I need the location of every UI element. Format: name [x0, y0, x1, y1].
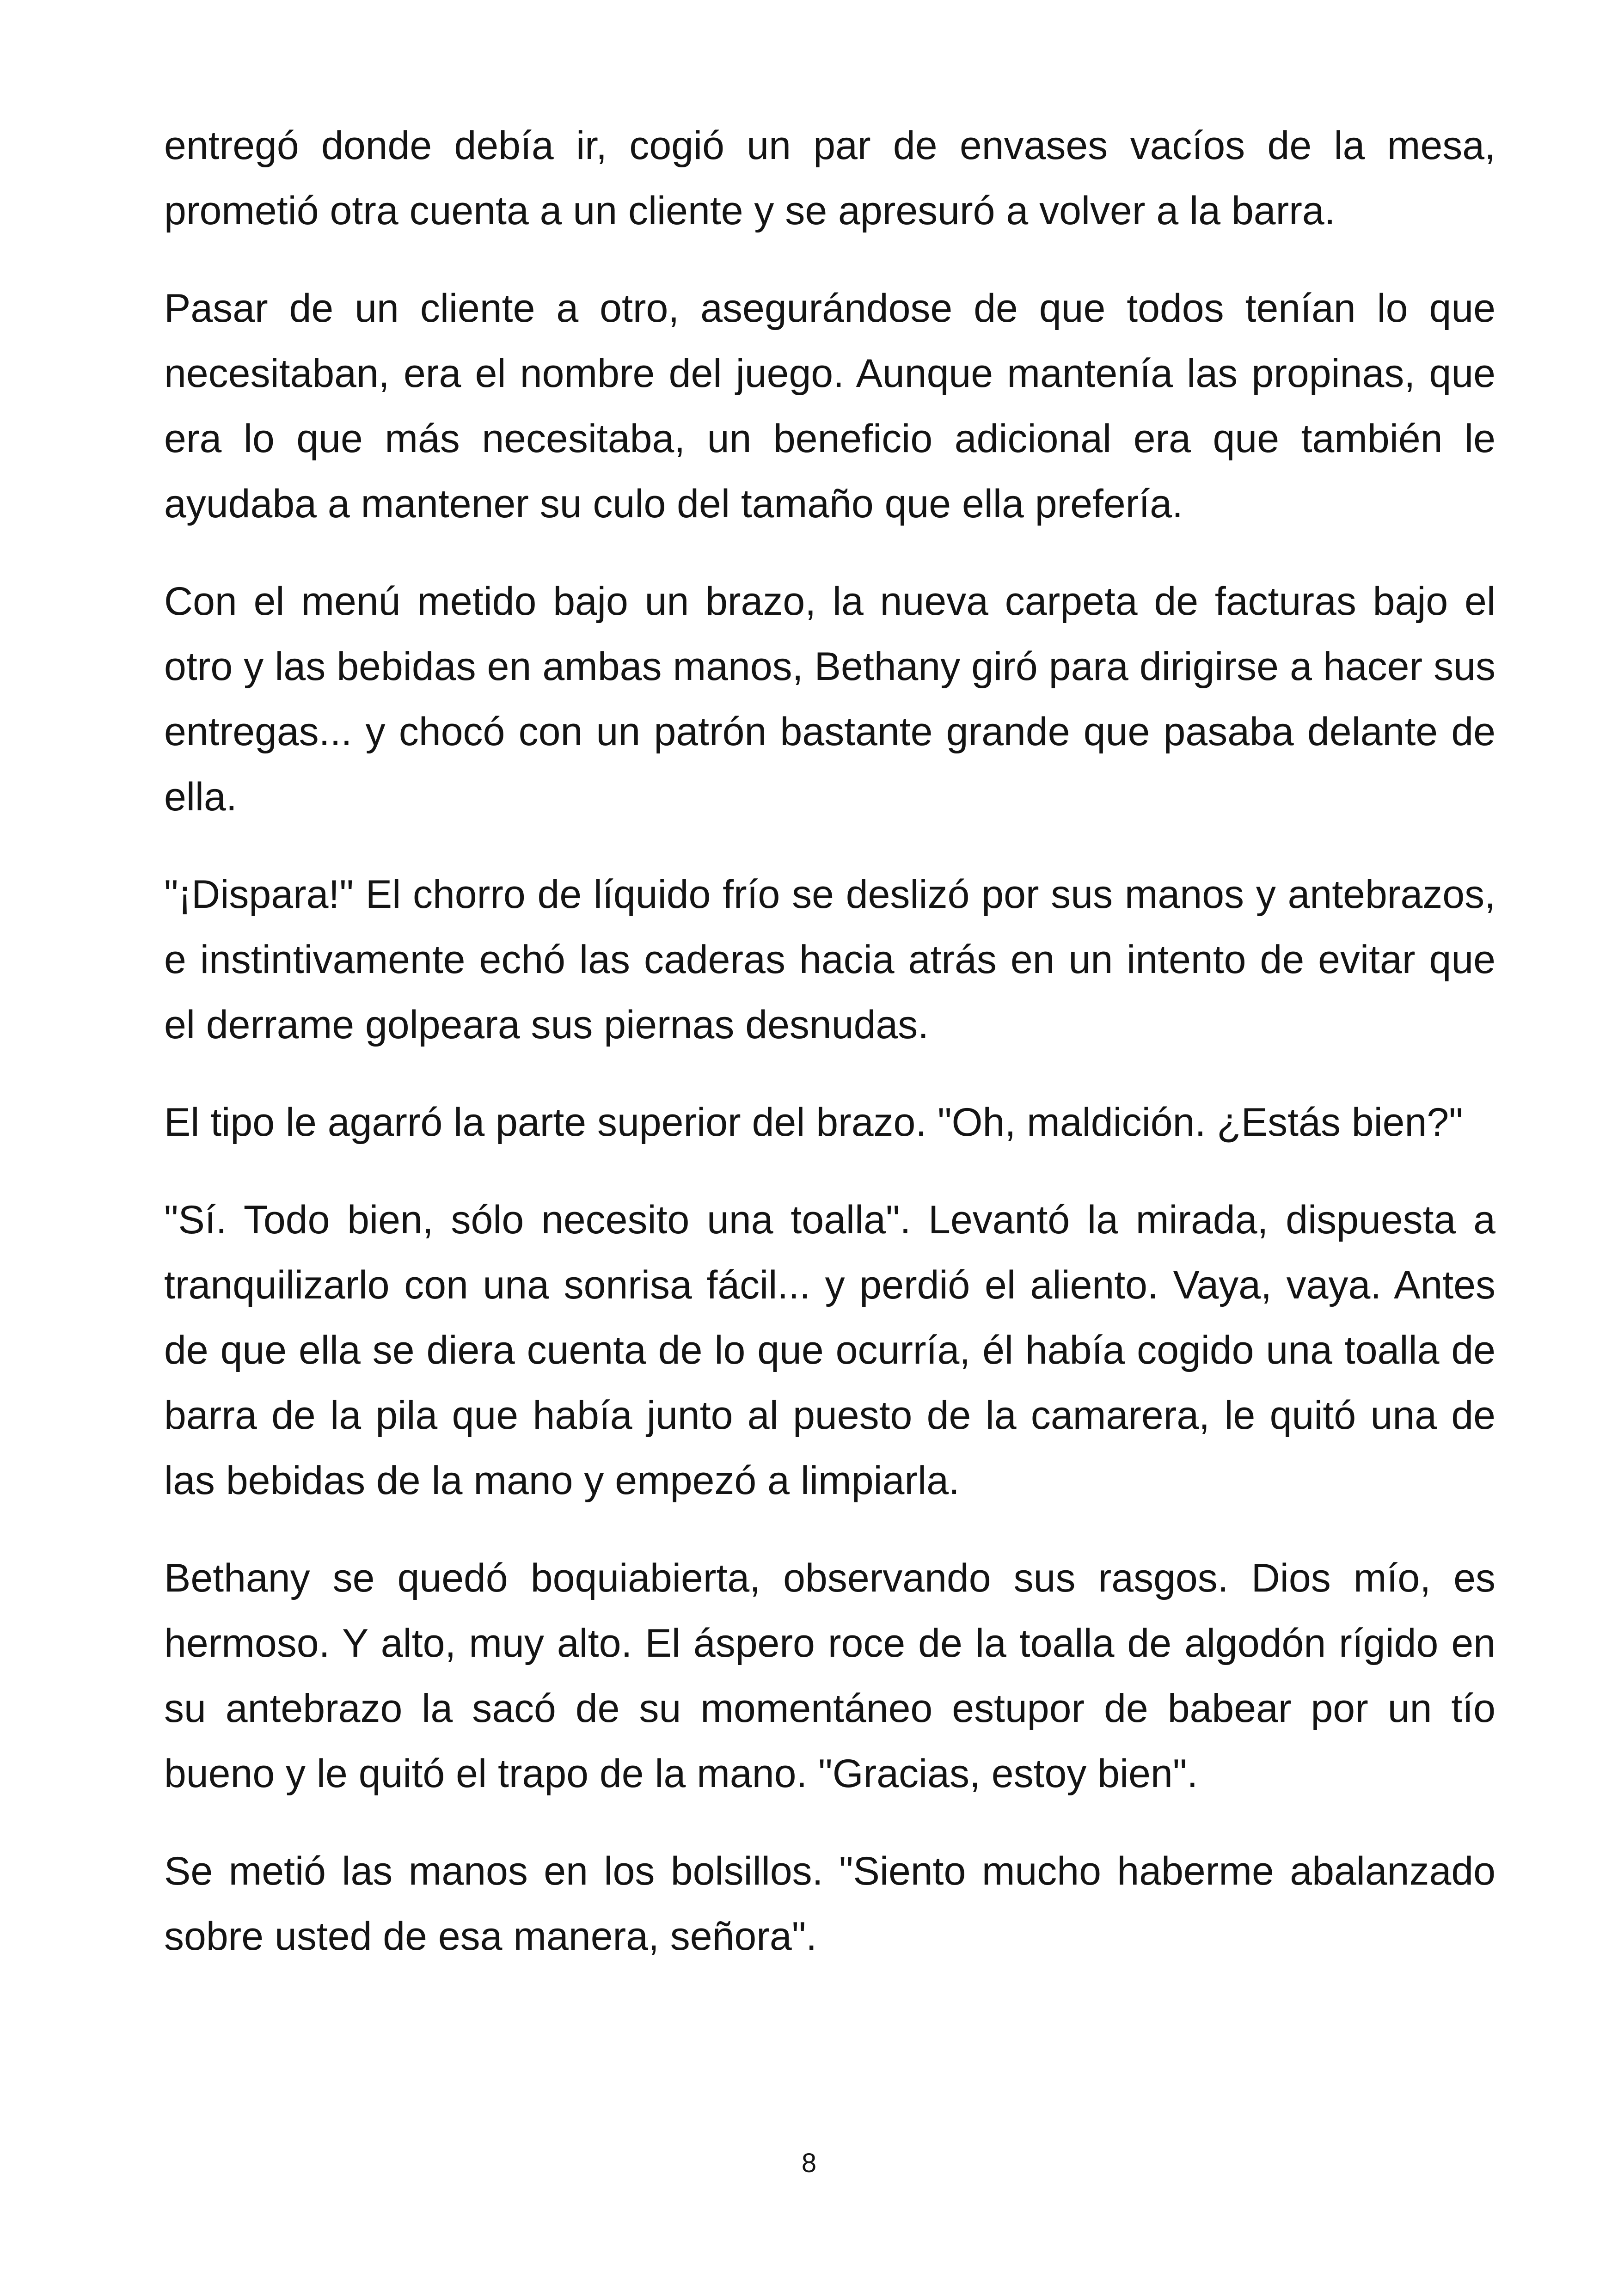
paragraph: "Sí. Todo bien, sólo necesito una toalla". Levantó la mirada, dispuesta a tranquilizarlo con una sonrisa fácil... y perdió el aliento. Vaya, vaya. Antes de que ella se diera cuenta de lo que ocurría, él había cogido una toalla de barra de la pila que había junto al puesto de la camarera, le quitó una de las bebidas de la mano y empezó a limpiarla.	[164, 1198, 1495, 1503]
paragraph: Pasar de un cliente a otro, asegurándose de que todos tenían lo que necesitaban, era el nombre del juego. Aunque mantenía las propinas, que era lo que más necesitaba, un beneficio adicional era que también le ayudaba a mantener su culo del tamaño que ella prefería.	[164, 286, 1495, 526]
body-text	[164, 113, 1495, 1969]
paragraph: entregó donde debía ir, cogió un par de envases vacíos de la mesa, prometió otra cuenta a un cliente y se apresuró a volver a la barra.	[164, 123, 1495, 233]
paragraph: Se metió las manos en los bolsillos. "Siento mucho haberme abalanzado sobre usted de esa manera, señora".	[164, 1849, 1495, 1959]
paragraph: El tipo le agarró la parte superior del brazo. "Oh, maldición. ¿Estás bien?"	[164, 1100, 1463, 1145]
paragraph: Con el menú metido bajo un brazo, la nueva carpeta de facturas bajo el otro y las bebidas en ambas manos, Bethany giró para dirigirse a hacer sus entregas... y chocó con un patrón bastante grande que pasaba delante de ella.	[164, 579, 1495, 819]
paragraph: "¡Dispara!" El chorro de líquido frío se deslizó por sus manos y antebrazos, e instintivamente echó las caderas hacia atrás en un intento de evitar que el derrame golpeara sus piernas desnudas.	[164, 872, 1495, 1047]
paragraph: Bethany se quedó boquiabierta, observando sus rasgos. Dios mío, es hermoso. Y alto, muy alto. El áspero roce de la toalla de algodón rígido en su antebrazo la sacó de su momentáneo estupor de babear por un tío bueno y le quitó el trapo de la mano. "Gracias, estoy bien".	[164, 1556, 1495, 1796]
page-number: 8	[801, 2148, 817, 2178]
